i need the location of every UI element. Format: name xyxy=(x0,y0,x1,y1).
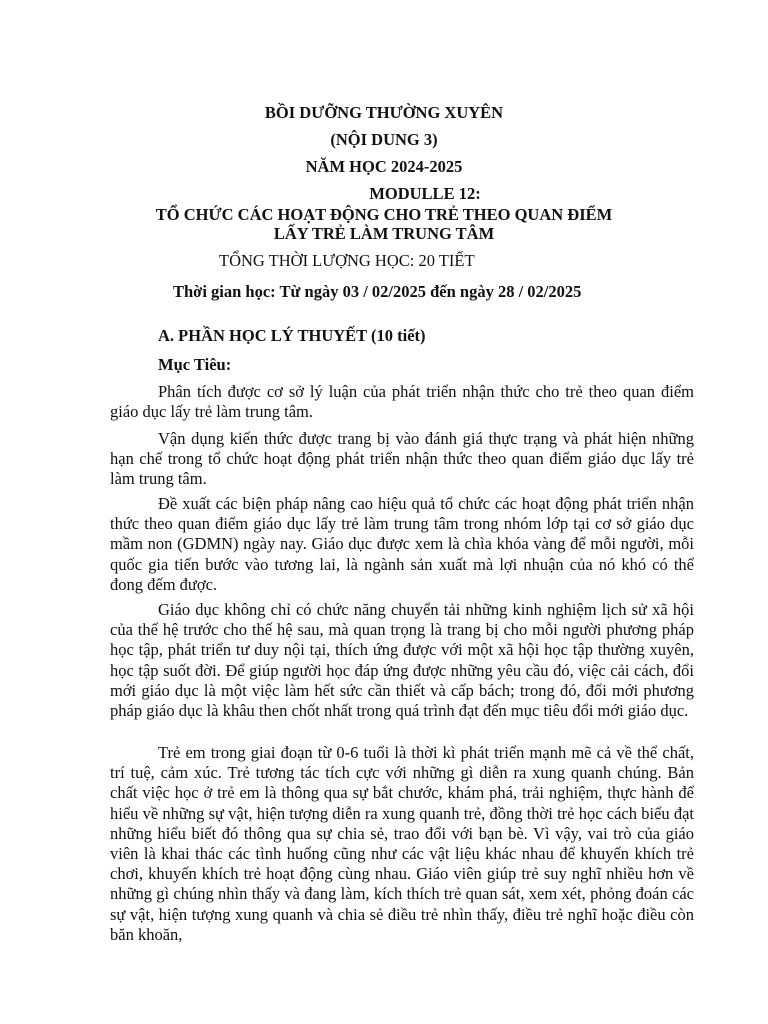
module-title-line-2: LẤY TRẺ LÀM TRUNG TÂM xyxy=(273,224,495,243)
schedule-line: Thời gian học: Từ ngày 03 / 02/2025 đến ngày 28 / 02/2025 xyxy=(173,282,582,301)
paragraph-3: Đề xuất các biện pháp nâng cao hiệu quả tổ chức các hoạt động phát triển nhận thức theo quan điểm giáo dục lấy trẻ làm trung tâm trong nhóm lớp tại cơ sở giáo dục mầm non (GDMN) ngày nay. Giáo dục được xem là chìa khóa vàng để mỗi người, mỗi quốc gia tiến bước vào tương lai, là ngành sản xuất mà lợi nhuận của nó khó có thể đong đếm được. xyxy=(110,494,694,594)
header-title-line-2: (NỘI DUNG 3) xyxy=(330,130,438,149)
paragraph-4: Giáo dục không chỉ có chức năng chuyển tải những kinh nghiệm lịch sử xã hội của thế hệ trước cho thế hệ sau, mà quan trọng là trang bị cho mỗi người phương pháp học tập, phát triển tư duy nội tại, thích ứng được với một xã hội học tập thường xuyên, học tập suốt đời. Để giúp người học đáp ứng được những yêu cầu đó, việc cải cách, đổi mới giáo dục là một việc làm hết sức cần thiết và cấp bách; trong đó, đổi mới phương pháp giáo dục là khâu then chốt nhất trong quá trình đạt đến mục tiêu đổi mới giáo dục. xyxy=(110,600,694,721)
module-title-line-1: TỔ CHỨC CÁC HOẠT ĐỘNG CHO TRẺ THEO QUAN ĐIỂM xyxy=(155,205,613,224)
objective-label: Mục Tiêu: xyxy=(158,355,232,374)
module-label: MODULLE 12: xyxy=(369,184,481,203)
section-a-heading: A. PHẦN HỌC LÝ THUYẾT (10 tiết) xyxy=(158,326,426,345)
paragraph-5: Trẻ em trong giai đoạn từ 0-6 tuổi là thời kì phát triển mạnh mẽ cả về thể chất, trí tuệ, cảm xúc. Trẻ tương tác tích cực với những gì diễn ra xung quanh chúng. Bản chất việc học ở trẻ em là thông qua sự bắt chước, khám phá, trải nghiệm, thực hành để hiểu về những sự vật, hiện tượng diễn ra xung quanh trẻ, đồng thời trẻ học cách biểu đạt những hiểu biết đó thông qua sự chia sẻ, trao đổi với bạn bè. Vì vậy, vai trò của giáo viên là khai thác các tình huống cũng như các vật liệu khác nhau để khuyến khích trẻ chơi, khuyến khích trẻ hoạt động cùng nhau. Giáo viên giúp trẻ suy nghĩ nhiều hơn về những gì chúng nhìn thấy và đang làm, kích thích trẻ quan sát, xem xét, phỏng đoán các sự vật, hiện tượng xung quanh và chia sẻ điều trẻ nhìn thấy, điều trẻ nghĩ hoặc điều còn băn khoăn, xyxy=(110,743,694,944)
paragraph-2: Vận dụng kiến thức được trang bị vào đánh giá thực trạng và phát hiện những hạn chế trong tổ chức hoạt động phát triển nhận thức theo quan điểm giáo dục lấy trẻ làm trung tâm. xyxy=(110,429,694,489)
header-title-line-3: NĂM HỌC 2024-2025 xyxy=(305,157,463,176)
total-duration: TỔNG THỜI LƯỢNG HỌC: 20 TIẾT xyxy=(219,251,475,270)
paragraph-1: Phân tích được cơ sở lý luận của phát triển nhận thức cho trẻ theo quan điểm giáo dục lấy trẻ làm trung tâm. xyxy=(110,382,694,422)
header-title-line-1: BỒI DƯỠNG THƯỜNG XUYÊN xyxy=(264,103,504,122)
